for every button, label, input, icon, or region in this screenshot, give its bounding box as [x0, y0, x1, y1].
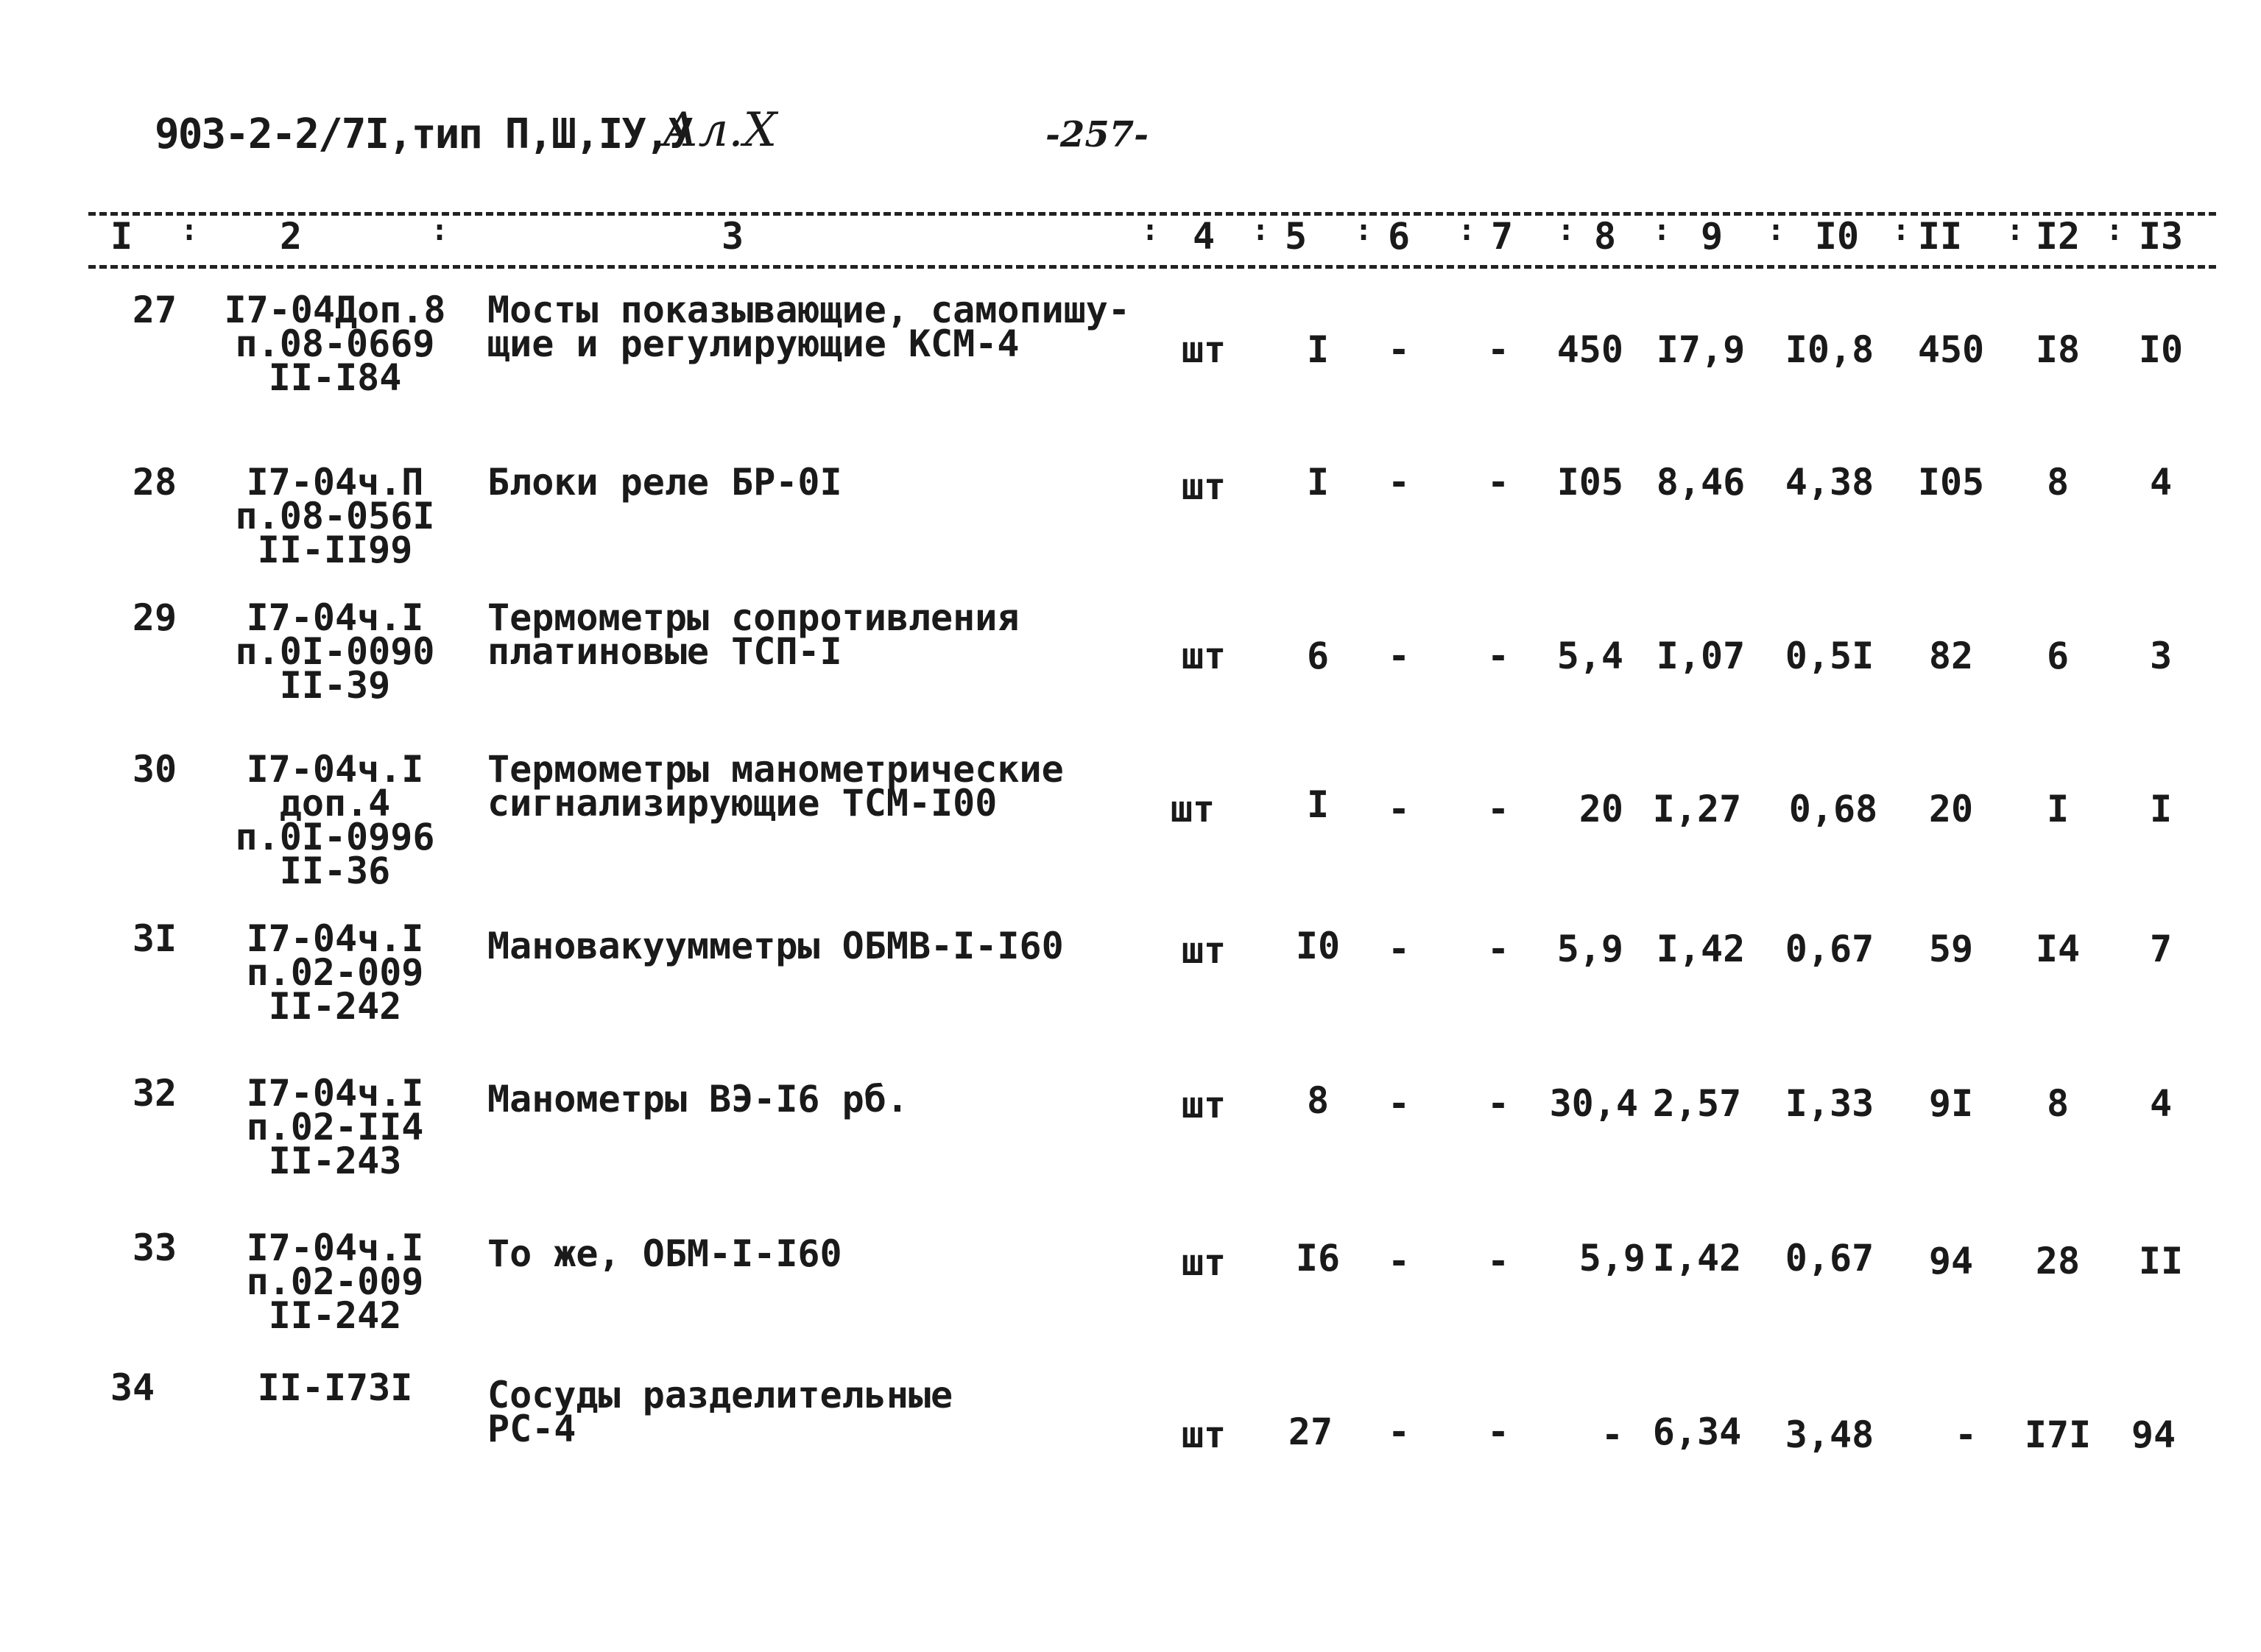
- col-header-12: I2: [2035, 215, 2081, 258]
- row-code: I7-04ч.I п.02-009 II-242: [246, 917, 424, 1028]
- col-separator: :: [1458, 213, 1476, 247]
- row-col8: 5,9: [1579, 1237, 1646, 1279]
- row-unit: шт: [1170, 788, 1216, 830]
- row-number: 27: [132, 289, 177, 331]
- row-col13: 4: [2149, 461, 2173, 504]
- col-separator: :: [1141, 213, 1160, 247]
- row-col12: 8: [2046, 461, 2070, 504]
- col-header-5: 5: [1284, 215, 1308, 258]
- col-separator: :: [1892, 213, 1911, 247]
- row-col13: 94: [2131, 1413, 2176, 1456]
- row-code: I7-04ч.I п.02-II4 II-243: [246, 1072, 424, 1182]
- col-separator: :: [1557, 213, 1576, 247]
- row-col12: I7I: [2024, 1413, 2092, 1456]
- row-code: I7-04ч.I доп.4 п.0I-0996 II-36: [235, 748, 435, 892]
- row-name: Термометры сопротивления платиновые ТСП-I: [487, 596, 1020, 673]
- row-col8: -: [1601, 1413, 1623, 1456]
- row-code: II-I73I: [257, 1366, 413, 1409]
- row-col11: I05: [1917, 461, 1985, 504]
- row-col8: 30,4: [1549, 1082, 1638, 1125]
- row-col5: 6: [1306, 635, 1330, 677]
- row-col9: I,07: [1656, 635, 1746, 677]
- row-col6: -: [1387, 635, 1411, 677]
- row-name: Сосуды разделительные РС-4: [487, 1374, 953, 1450]
- col-separator: :: [2106, 213, 2124, 247]
- col-header-4: 4: [1192, 215, 1216, 258]
- row-col8: 5,9: [1556, 928, 1623, 970]
- row-col13: II: [2138, 1240, 2184, 1282]
- col-separator: :: [1653, 213, 1671, 247]
- col-header-6: 6: [1387, 215, 1411, 258]
- row-col13: I: [2149, 788, 2173, 830]
- col-header-1: I: [110, 215, 133, 258]
- col-header-10: I0: [1814, 215, 1860, 258]
- row-unit: шт: [1181, 328, 1227, 371]
- row-number: 29: [132, 596, 177, 639]
- row-number: 30: [132, 748, 177, 791]
- row-col8: I05: [1556, 461, 1623, 504]
- row-col12: 8: [2046, 1082, 2070, 1125]
- row-name: То же, ОБМ-I-I60: [487, 1232, 842, 1275]
- row-col9: I7,9: [1656, 328, 1746, 371]
- row-col7: -: [1486, 461, 1510, 504]
- row-col13: 7: [2149, 928, 2173, 970]
- row-col7: -: [1486, 1240, 1510, 1282]
- row-col10: 0,67: [1785, 928, 1874, 970]
- row-col10: I0,8: [1785, 328, 1874, 371]
- row-col7: -: [1486, 328, 1510, 371]
- col-separator: :: [1355, 213, 1373, 247]
- col-header-8: 8: [1593, 215, 1617, 258]
- row-name: Мосты показывающие, самопишу- щие и регулирующие КСМ-4: [487, 289, 1130, 365]
- row-col11: 94: [1928, 1240, 1974, 1282]
- row-col11: 20: [1928, 788, 1974, 830]
- row-col11: 59: [1928, 928, 1974, 970]
- row-name: Манометры ВЭ-I6 рб.: [487, 1078, 909, 1120]
- col-header-9: 9: [1700, 215, 1724, 258]
- row-name: Мановакуумметры ОБМВ-I-I60: [487, 925, 1064, 967]
- row-number: 3I: [132, 917, 177, 960]
- row-col11: 9I: [1928, 1082, 1974, 1125]
- row-col7: -: [1486, 928, 1510, 970]
- row-number: 34: [110, 1366, 155, 1409]
- col-header-3: 3: [721, 215, 744, 258]
- row-col12: 28: [2035, 1240, 2081, 1282]
- row-col5: I: [1306, 328, 1330, 371]
- row-code: I7-04ч.I п.0I-0090 II-39: [235, 596, 435, 707]
- row-unit: шт: [1181, 635, 1227, 677]
- row-col9: 2,57: [1652, 1082, 1742, 1125]
- row-number: 28: [132, 461, 177, 504]
- row-col10: 0,5I: [1785, 635, 1874, 677]
- row-name: Термометры манометрические сигнализирующие ТСМ-I00: [487, 748, 1064, 825]
- col-separator: :: [180, 213, 199, 247]
- row-col13: 3: [2149, 635, 2173, 677]
- row-col12: 6: [2046, 635, 2070, 677]
- row-unit: шт: [1181, 1241, 1227, 1284]
- row-col6: -: [1387, 1411, 1411, 1453]
- row-col6: -: [1387, 928, 1411, 970]
- row-col10: 3,48: [1785, 1413, 1874, 1456]
- row-col7: -: [1486, 1411, 1510, 1453]
- header-rule-bottom: [88, 265, 2216, 269]
- row-col10: I,33: [1785, 1082, 1874, 1125]
- row-number: 32: [132, 1072, 177, 1115]
- row-col11: 450: [1917, 328, 1985, 371]
- row-col5: I6: [1295, 1237, 1341, 1279]
- page-number: -257-: [1045, 114, 1149, 155]
- row-code: I7-04Доп.8 п.08-0669 II-I84: [224, 289, 446, 399]
- row-col5: I0: [1295, 925, 1341, 967]
- row-col10: 0,67: [1785, 1237, 1874, 1279]
- row-col12: I: [2046, 788, 2070, 830]
- row-col6: -: [1387, 328, 1411, 371]
- row-col12: I8: [2035, 328, 2081, 371]
- row-unit: шт: [1181, 1084, 1227, 1126]
- row-col5: I: [1306, 783, 1330, 826]
- row-col12: I4: [2035, 928, 2081, 970]
- row-col5: 27: [1288, 1411, 1333, 1453]
- row-unit: шт: [1181, 465, 1227, 508]
- row-unit: шт: [1181, 929, 1227, 972]
- row-col7: -: [1486, 1082, 1510, 1125]
- row-col8: 20: [1579, 788, 1623, 830]
- row-unit: шт: [1181, 1413, 1227, 1456]
- row-col7: -: [1486, 635, 1510, 677]
- col-separator: :: [431, 213, 449, 247]
- row-col10: 4,38: [1785, 461, 1874, 504]
- row-col5: 8: [1306, 1079, 1330, 1122]
- row-col5: I: [1306, 461, 1330, 504]
- row-col8: 5,4: [1556, 635, 1623, 677]
- document-reference: 903-2-2/7I,тип П,Ш,IУ,У: [155, 110, 692, 158]
- row-number: 33: [132, 1226, 177, 1269]
- row-col13: I0: [2138, 328, 2184, 371]
- row-col11: -: [1954, 1413, 1978, 1456]
- row-col9: I,42: [1656, 928, 1746, 970]
- row-col9: 8,46: [1656, 461, 1746, 504]
- col-separator: :: [1252, 213, 1270, 247]
- col-header-13: I3: [2138, 215, 2184, 258]
- row-col10: 0,68: [1788, 788, 1878, 830]
- album-number: Ал.Х: [663, 103, 777, 158]
- row-code: I7-04ч.I п.02-009 II-242: [246, 1226, 424, 1337]
- col-separator: :: [1767, 213, 1785, 247]
- row-col6: -: [1387, 1082, 1411, 1125]
- row-col6: -: [1387, 788, 1411, 830]
- row-col8: 450: [1556, 328, 1623, 371]
- col-header-7: 7: [1490, 215, 1514, 258]
- col-header-2: 2: [279, 215, 303, 258]
- row-col13: 4: [2149, 1082, 2173, 1125]
- row-col11: 82: [1928, 635, 1974, 677]
- col-separator: :: [2006, 213, 2025, 247]
- row-col6: -: [1387, 461, 1411, 504]
- row-col9: 6,34: [1652, 1411, 1742, 1453]
- row-col7: -: [1486, 788, 1510, 830]
- row-col6: -: [1387, 1240, 1411, 1282]
- row-name: Блоки реле БР-0I: [487, 461, 842, 504]
- col-header-11: II: [1917, 215, 1963, 258]
- row-code: I7-04ч.П п.08-056I II-II99: [235, 461, 435, 571]
- row-col9: I,42: [1652, 1237, 1742, 1279]
- row-col9: I,27: [1652, 788, 1742, 830]
